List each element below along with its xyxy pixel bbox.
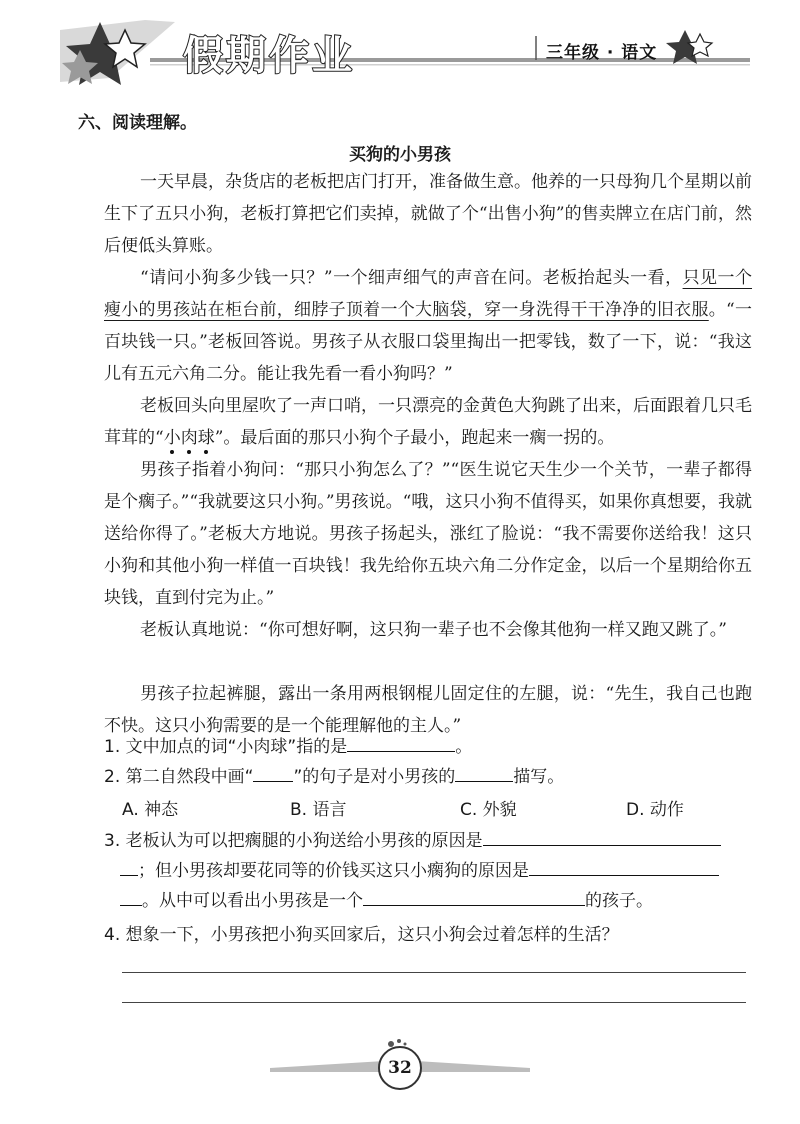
story-paragraph-5: 老板认真地说：“你可想好啊，这只狗一辈子也不会像其他狗一样又跑又跳了。” [140, 620, 727, 640]
question-3-line-2: ；但小男孩却要花同等的价钱买这只小瘸狗的原因是 [120, 856, 719, 886]
answer-blank[interactable] [455, 763, 513, 782]
answer-line[interactable] [122, 1002, 746, 1003]
underlined-sentence: 只见一个瘦小的男孩站在柜台前，细脖子顶着一个大脑袋，穿一身洗得干干净净的旧衣服 [104, 268, 753, 320]
header-decoration [0, 0, 800, 100]
question-2: 2. 第二自然段中画“ ”的句子是对小男孩的 描写。 [104, 762, 564, 792]
answer-blank[interactable] [120, 887, 142, 906]
dot-icon [388, 1041, 394, 1047]
answer-blank[interactable] [363, 887, 585, 906]
dotted-char: 球 [198, 428, 215, 448]
header-title: 假期作业 [183, 33, 355, 79]
answer-blank[interactable] [347, 733, 455, 752]
option-c[interactable]: C. 外貌 [460, 800, 517, 820]
answer-blank[interactable] [483, 827, 721, 846]
question-4: 4. 想象一下，小男孩把小狗买回家后，这只小狗会过着怎样的生活？ [104, 925, 619, 945]
story-paragraph-1: 一天早晨，杂货店的老板把店门打开，准备做生意。他养的一只母狗几个星期以前生下了五只小狗，老板打算把它们卖掉，就做了个“出售小狗”的售卖牌立在店门前，然后便低头算账。 [104, 172, 752, 256]
story-paragraph-2: “请问小狗多少钱一只？”一个细声细气的声音在问。老板抬起头一看，只见一个瘦小的男孩站在柜台前，细脖子顶着一个大脑袋，穿一身洗得干干净净的旧衣服。“一百块钱一只。”老板回答说。男孩子从衣服口袋里掏出一把零钱，数了一下，说：“我这儿有五元六角二分。能让我先看一看小狗吗？” [104, 268, 753, 384]
question-3-line-1: 3. 老板认为可以把瘸腿的小狗送给小男孩的原因是 [104, 826, 721, 856]
option-a[interactable]: A. 神态 [122, 800, 179, 820]
header-grade-subject: 三年级 · 语文 [546, 43, 658, 63]
answer-line[interactable] [122, 972, 746, 973]
story-paragraph-4: 男孩子指着小狗问：“那只小狗怎么了？”“医生说它天生少一个关节，一辈子都得是个瘸子。”“我就要这只小狗。”男孩说。“哦，这只小狗不值得买，如果你真想要，我就送给你得了。”老板大方地说。男孩子扬起头，涨红了脸说：“我不需要你送给我！这只小狗和其他小狗一样值一百块钱！我先给你五块六角二分作定金，以后一个星期给你五块钱，直到付完为止。” [104, 460, 752, 608]
answer-blank[interactable] [529, 857, 719, 876]
dotted-word [164, 428, 215, 448]
story-paragraph-3: 老板回头向里屋吹了一声口哨，一只漂亮的金黄色大狗跳了出来，后面跟着几只毛茸茸的“小 肉 球 ”。最后面的那只小狗个子最小，跑起来一瘸一拐的。 [104, 390, 752, 454]
dot-icon [404, 1043, 407, 1046]
dotted-char: 小 [164, 428, 181, 448]
answer-blank[interactable] [120, 857, 138, 876]
option-d[interactable]: D. 动作 [626, 800, 684, 820]
page-header [0, 0, 800, 100]
question-1: 1. 文中加点的词“小肉球”指的是 。 [104, 732, 472, 762]
story-title: 买狗的小男孩 [349, 145, 451, 165]
section-title: 六、阅读理解。 [78, 113, 197, 133]
answer-blank[interactable] [253, 763, 293, 782]
story-paragraph-6: 男孩子拉起裤腿，露出一条用两根钢棍儿固定住的左腿，说：“先生，我自己也跑不快。这只小狗需要的是一个能理解他的主人。” [104, 684, 752, 736]
page-number: 32 [388, 1058, 412, 1078]
dot-icon [397, 1039, 401, 1043]
question-3-line-3: 。从中可以看出小男孩是一个 的孩子。 [120, 886, 653, 916]
option-b[interactable]: B. 语言 [290, 800, 347, 820]
dotted-char: 肉 [181, 428, 198, 448]
